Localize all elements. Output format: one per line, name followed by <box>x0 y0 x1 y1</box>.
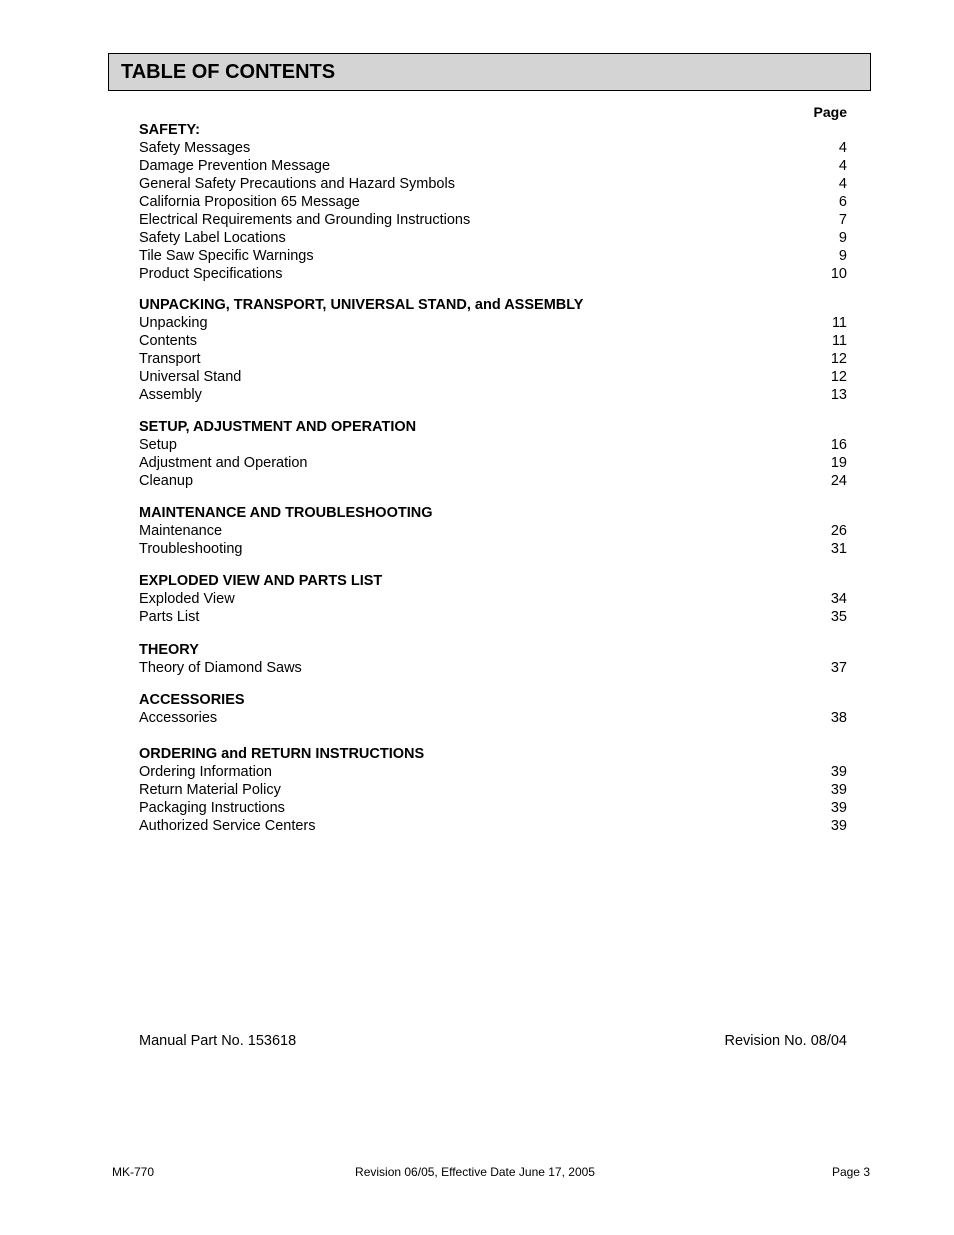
page-column-header: Page <box>813 104 847 120</box>
toc-entry-page: 4 <box>838 158 847 174</box>
toc-entry-page: 34 <box>830 591 847 607</box>
manual-part-number: Manual Part No. 153618 <box>139 1033 297 1049</box>
toc-entry-label: Unpacking <box>139 315 208 331</box>
section-title: THEORY <box>139 642 199 658</box>
section-title: ORDERING and RETURN INSTRUCTIONS <box>139 746 425 762</box>
toc-entry-page: 39 <box>830 764 847 780</box>
footer-revision: Revision 06/05, Effective Date June 17, 2005 <box>355 1165 595 1179</box>
toc-entry-page: 9 <box>838 230 847 246</box>
page-title: TABLE OF CONTENTS <box>121 61 336 83</box>
toc-entry-label: California Proposition 65 Message <box>139 194 360 210</box>
footer-page-number: Page 3 <box>831 1165 870 1179</box>
revision-number: Revision No. 08/04 <box>724 1033 847 1049</box>
section-title: SAFETY: <box>139 122 200 138</box>
toc-entry-label: Adjustment and Operation <box>139 455 308 471</box>
toc-entry-page: 9 <box>838 248 847 264</box>
toc-entry-page: 26 <box>830 523 847 539</box>
toc-entry-label: Tile Saw Specific Warnings <box>139 248 314 264</box>
toc-entry-page: 24 <box>830 473 847 489</box>
toc-entry-page: 12 <box>830 369 847 385</box>
section-title: EXPLODED VIEW AND PARTS LIST <box>139 573 383 589</box>
section-title: SETUP, ADJUSTMENT AND OPERATION <box>139 419 417 435</box>
toc-entry-label: Packaging Instructions <box>139 800 285 816</box>
toc-entry-page: 35 <box>830 609 847 625</box>
toc-entry-label: Assembly <box>139 387 202 403</box>
toc-entry-page: 4 <box>838 140 847 156</box>
toc-entry-page: 12 <box>830 351 847 367</box>
toc-entry-page: 39 <box>830 782 847 798</box>
toc-entry-label: Maintenance <box>139 523 223 539</box>
toc-entry-label: Electrical Requirements and Grounding Instructions <box>139 212 471 228</box>
toc-entry-label: Transport <box>139 351 201 367</box>
toc-entry-label: Ordering Information <box>139 764 272 780</box>
section-title: ACCESSORIES <box>139 692 245 708</box>
toc-entry-label: Accessories <box>139 710 218 726</box>
toc-entry-page: 13 <box>830 387 847 403</box>
toc-entry-label: Parts List <box>139 609 200 625</box>
toc-entry-page: 4 <box>838 176 847 192</box>
toc-entry-label: Damage Prevention Message <box>139 158 331 174</box>
toc-entry-page: 11 <box>831 315 847 331</box>
toc-entry-label: Safety Label Locations <box>139 230 286 246</box>
toc-entry-label: Product Specifications <box>139 266 283 282</box>
toc-entry-page: 16 <box>830 437 847 453</box>
section-title: MAINTENANCE AND TROUBLESHOOTING <box>139 505 433 521</box>
toc-entry-label: Troubleshooting <box>139 541 243 557</box>
toc-entry-label: Setup <box>139 437 177 453</box>
toc-entry-label: Safety Messages <box>139 140 251 156</box>
toc-entry-label: Theory of Diamond Saws <box>139 660 302 676</box>
section-title: UNPACKING, TRANSPORT, UNIVERSAL STAND, and ASSEMBLY <box>139 297 584 313</box>
toc-entry-label: Return Material Policy <box>139 782 281 798</box>
toc-entry-page: 7 <box>838 212 847 228</box>
toc-entry-page: 39 <box>830 818 847 834</box>
toc-entry-label: Universal Stand <box>139 369 242 385</box>
toc-entry-page: 19 <box>830 455 847 471</box>
toc-entry-label: Contents <box>139 333 198 349</box>
toc-entry-page: 38 <box>830 710 847 726</box>
toc-entry-page: 6 <box>838 194 847 210</box>
toc-entry-page: 31 <box>830 541 847 557</box>
toc-entry-page: 11 <box>831 333 847 349</box>
toc-entry-label: Cleanup <box>139 473 194 489</box>
toc-entry-page: 39 <box>830 800 847 816</box>
toc-entry-label: Exploded View <box>139 591 235 607</box>
toc-entry-label: Authorized Service Centers <box>139 818 316 834</box>
toc-entry-page: 10 <box>830 266 847 282</box>
footer-model: MK-770 <box>112 1165 155 1179</box>
toc-entry-page: 37 <box>830 660 847 676</box>
toc-entry-label: General Safety Precautions and Hazard Symbols <box>139 176 455 192</box>
